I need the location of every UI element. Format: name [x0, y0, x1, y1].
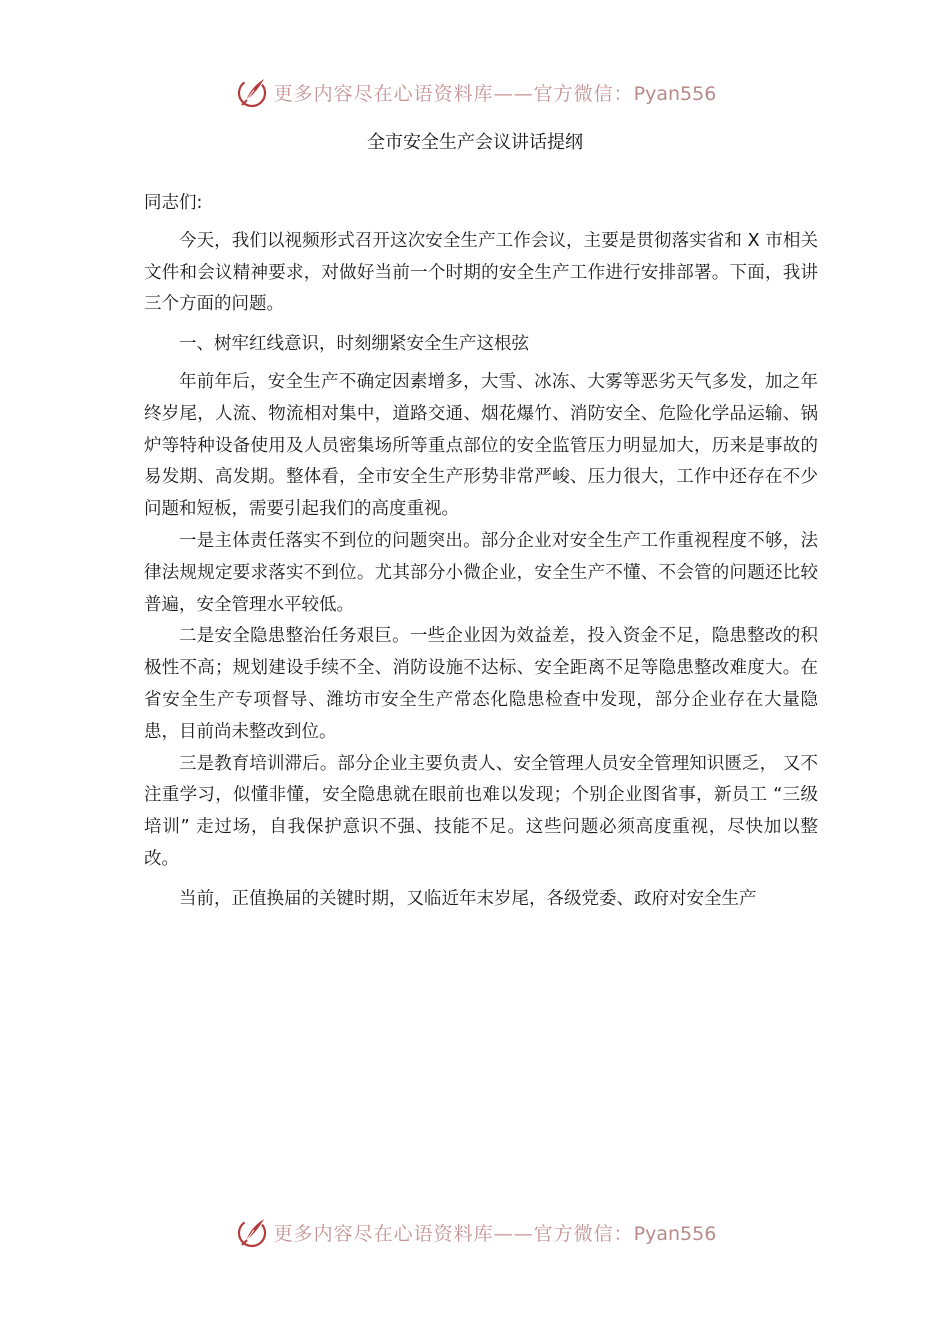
document-body — [144, 188, 818, 916]
quill-logo-icon — [234, 1214, 270, 1250]
quill-logo-icon — [234, 74, 270, 110]
paragraph: 二是安全隐患整治任务艰巨。一些企业因为效益差，投入资金不足，隐患整改的积极性不高；规划建设手续不全、消防设施不达标、安全距离不足等隐患整改难度大。在省安全生产专项督导、潍坊市安全生产常态化隐患检查中发现，部分企业存在大量隐患，目前尚未整改到位。 — [144, 626, 818, 742]
paragraph: 今天，我们以视频形式召开这次安全生产工作会议，主要是贯彻落实省和 X 市相关文件和会议精神要求，对做好当前一个时期的安全生产工作进行安排部署。下面，我讲三个方面的问题。 — [144, 230, 818, 315]
watermark-footer — [0, 1212, 950, 1252]
paragraph: 当前，正值换届的关键时期，又临近年末岁尾，各级党委、政府对安全生产 — [179, 888, 757, 909]
greeting: 同志们: — [144, 193, 203, 213]
paragraph: 一是主体责任落实不到位的问题突出。部分企业对安全生产工作重视程度不够，法律法规规定要求落实不到位。尤其部分小微企业，安全生产不懂、不会管的问题还比较普遍，安全管理水平较低。 — [144, 530, 818, 615]
watermark-text: 更多内容尽在心语资料库——官方微信：Pyan556 — [273, 1222, 717, 1245]
section-heading: 一、树牢红线意识，时刻绷紧安全生产这根弦 — [179, 334, 529, 355]
watermark-header — [0, 72, 950, 112]
paragraph: 年前年后，安全生产不确定因素增多，大雪、冰冻、大雾等恶劣天气多发，加之年终岁尾，人流、物流相对集中，道路交通、烟花爆竹、消防安全、危险化学品运输、锅炉等特种设备使用及人员密集场所等重点部位的安全监管压力明显加大，历来是事故的易发期、高发期。整体看，全市安全生产形势非常严峻、压力很大，工作中还存在不少问题和短板，需要引起我们的高度重视。 — [144, 371, 818, 520]
watermark-text: 更多内容尽在心语资料库——官方微信：Pyan556 — [273, 82, 717, 105]
paragraph: 三是教育培训滞后。部分企业主要负责人、安全管理人员安全管理知识匮乏， 又不注重学习，似懂非懂，安全隐患就在眼前也难以发现；个别企业图省事，新员工 “三级培训” 走过场，自我保护意识不强、技能不足。这些问题必须高度重视，尽快加以整改。 — [144, 753, 818, 869]
document-title: 全市安全生产会议讲话提纲 — [367, 132, 583, 153]
